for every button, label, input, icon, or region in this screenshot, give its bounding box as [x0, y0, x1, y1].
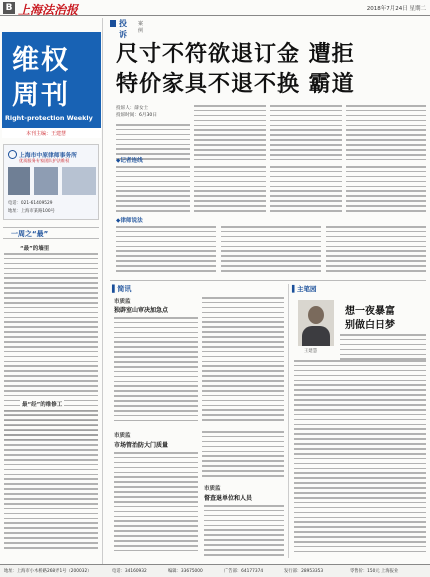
column-english: Right-protection Weekly — [5, 114, 93, 122]
brief3-text — [204, 505, 284, 557]
lawyer-note-col2 — [221, 226, 321, 274]
reporter-note-col2 — [194, 166, 266, 212]
column-box-title: 想一夜暴富 — [345, 306, 395, 317]
weekly-header — [3, 227, 99, 239]
brief2-text-a — [114, 452, 198, 556]
byline-reporter: 投诉人：薛女士 — [116, 106, 149, 111]
ad-address: 地址：上海市某路100号 — [8, 209, 55, 214]
headline-line1: 尺寸不符欲退订金 遭拒 — [116, 42, 355, 67]
ad-box — [3, 144, 99, 220]
author-photo-head — [308, 306, 324, 324]
ad-photo-3 — [62, 167, 96, 195]
author-photo — [298, 300, 334, 346]
brief1-title: 独辟室山审决加急点 — [114, 307, 169, 314]
subhead-lawyer-note-text: 律师说法 — [120, 218, 143, 224]
ad-tagline: 优质服务专家团队护法维权 — [19, 158, 70, 163]
byline-date: 投诉时间：6月30日 — [116, 113, 157, 118]
masthead — [0, 0, 430, 16]
footer-phone: 电话：34160932 — [112, 569, 147, 574]
brief2-title: 市场管治防大门质量 — [114, 442, 169, 449]
article-col4 — [346, 105, 426, 163]
lawyer-note-col1 — [116, 226, 216, 274]
column-box-subtitle: 别做白日梦 — [345, 320, 395, 331]
footer-ads: 广告部：64177374 — [224, 569, 264, 574]
article-col2 — [194, 105, 266, 163]
section-separator — [110, 280, 426, 281]
column-divider — [102, 18, 103, 566]
ad-phone: 电话：021-61409529 — [8, 201, 53, 206]
brief2-heading: 市质监 — [114, 433, 131, 439]
reporter-note-col3 — [270, 166, 342, 212]
author-photo-body — [302, 326, 330, 346]
column-box-text-b — [294, 360, 426, 558]
reporter-note-col1 — [116, 166, 190, 212]
section-tag-icon — [110, 20, 116, 27]
ad-photo — [8, 167, 30, 195]
column-divider-2 — [288, 284, 289, 558]
footer-dist: 发行部：28953353 — [284, 569, 324, 574]
weekly-item1-title: “最”的墙里 — [20, 246, 50, 252]
article-col3 — [270, 105, 342, 163]
weekly-item2-title: 最“经”的维修工 — [22, 402, 63, 408]
issue-date: 2018年7月24日 星期二 — [366, 6, 426, 12]
footer-print: 零售价：150元 上海报业 — [350, 569, 399, 574]
brief1-text-b — [202, 297, 284, 429]
column-box-label: 主笔园 — [297, 285, 317, 293]
section-tag-sub: 案例 — [138, 21, 144, 34]
brief-tag: ▌简讯 — [112, 285, 132, 293]
footer — [0, 564, 430, 577]
column-box-author: 王建慧 — [304, 349, 318, 354]
subhead-reporter-note-text: 记者连线 — [120, 158, 143, 164]
section-tag-label: 投诉 — [119, 19, 127, 39]
lawyer-note-col3 — [326, 226, 426, 274]
brief1-text-a — [114, 317, 198, 429]
newspaper-name: 上海法治报 — [18, 3, 79, 17]
brief2-text-b — [202, 431, 284, 479]
brief3-title: 督查退单位和人员 — [204, 495, 253, 502]
column-title-line2: 周刊 — [12, 80, 70, 111]
headline-line2: 特价家具不退不换 霸道 — [116, 72, 355, 97]
page-logo: B — [3, 2, 15, 14]
footer-editor: 编辑：33675000 — [168, 569, 203, 574]
subhead-lawyer-note: ◆律师说法 — [116, 218, 143, 224]
column-box-tag: ▌主笔园 — [292, 285, 317, 293]
weekly-item2-text — [4, 410, 98, 558]
column-title-line1: 维权 — [12, 45, 70, 76]
subhead-reporter-note: ◆记者连线 — [116, 158, 143, 164]
ad-firm-name: 上海市中原律师事务所 — [19, 153, 77, 159]
column-editor: 本刊主编：王建慧 — [26, 131, 67, 137]
brief-tag-label: 简讯 — [117, 285, 132, 293]
weekly-label: 一周之“最” — [11, 230, 49, 238]
brief3-heading: 市质监 — [204, 486, 221, 492]
brief1-heading: 市质监 — [114, 299, 131, 305]
reporter-note-col4 — [346, 166, 426, 212]
ad-logo-icon — [8, 150, 17, 159]
footer-address: 地址：上海市小木桥路268弄1号（200032） — [4, 569, 92, 574]
ad-photo-2 — [34, 167, 58, 195]
column-title-block — [2, 32, 101, 138]
